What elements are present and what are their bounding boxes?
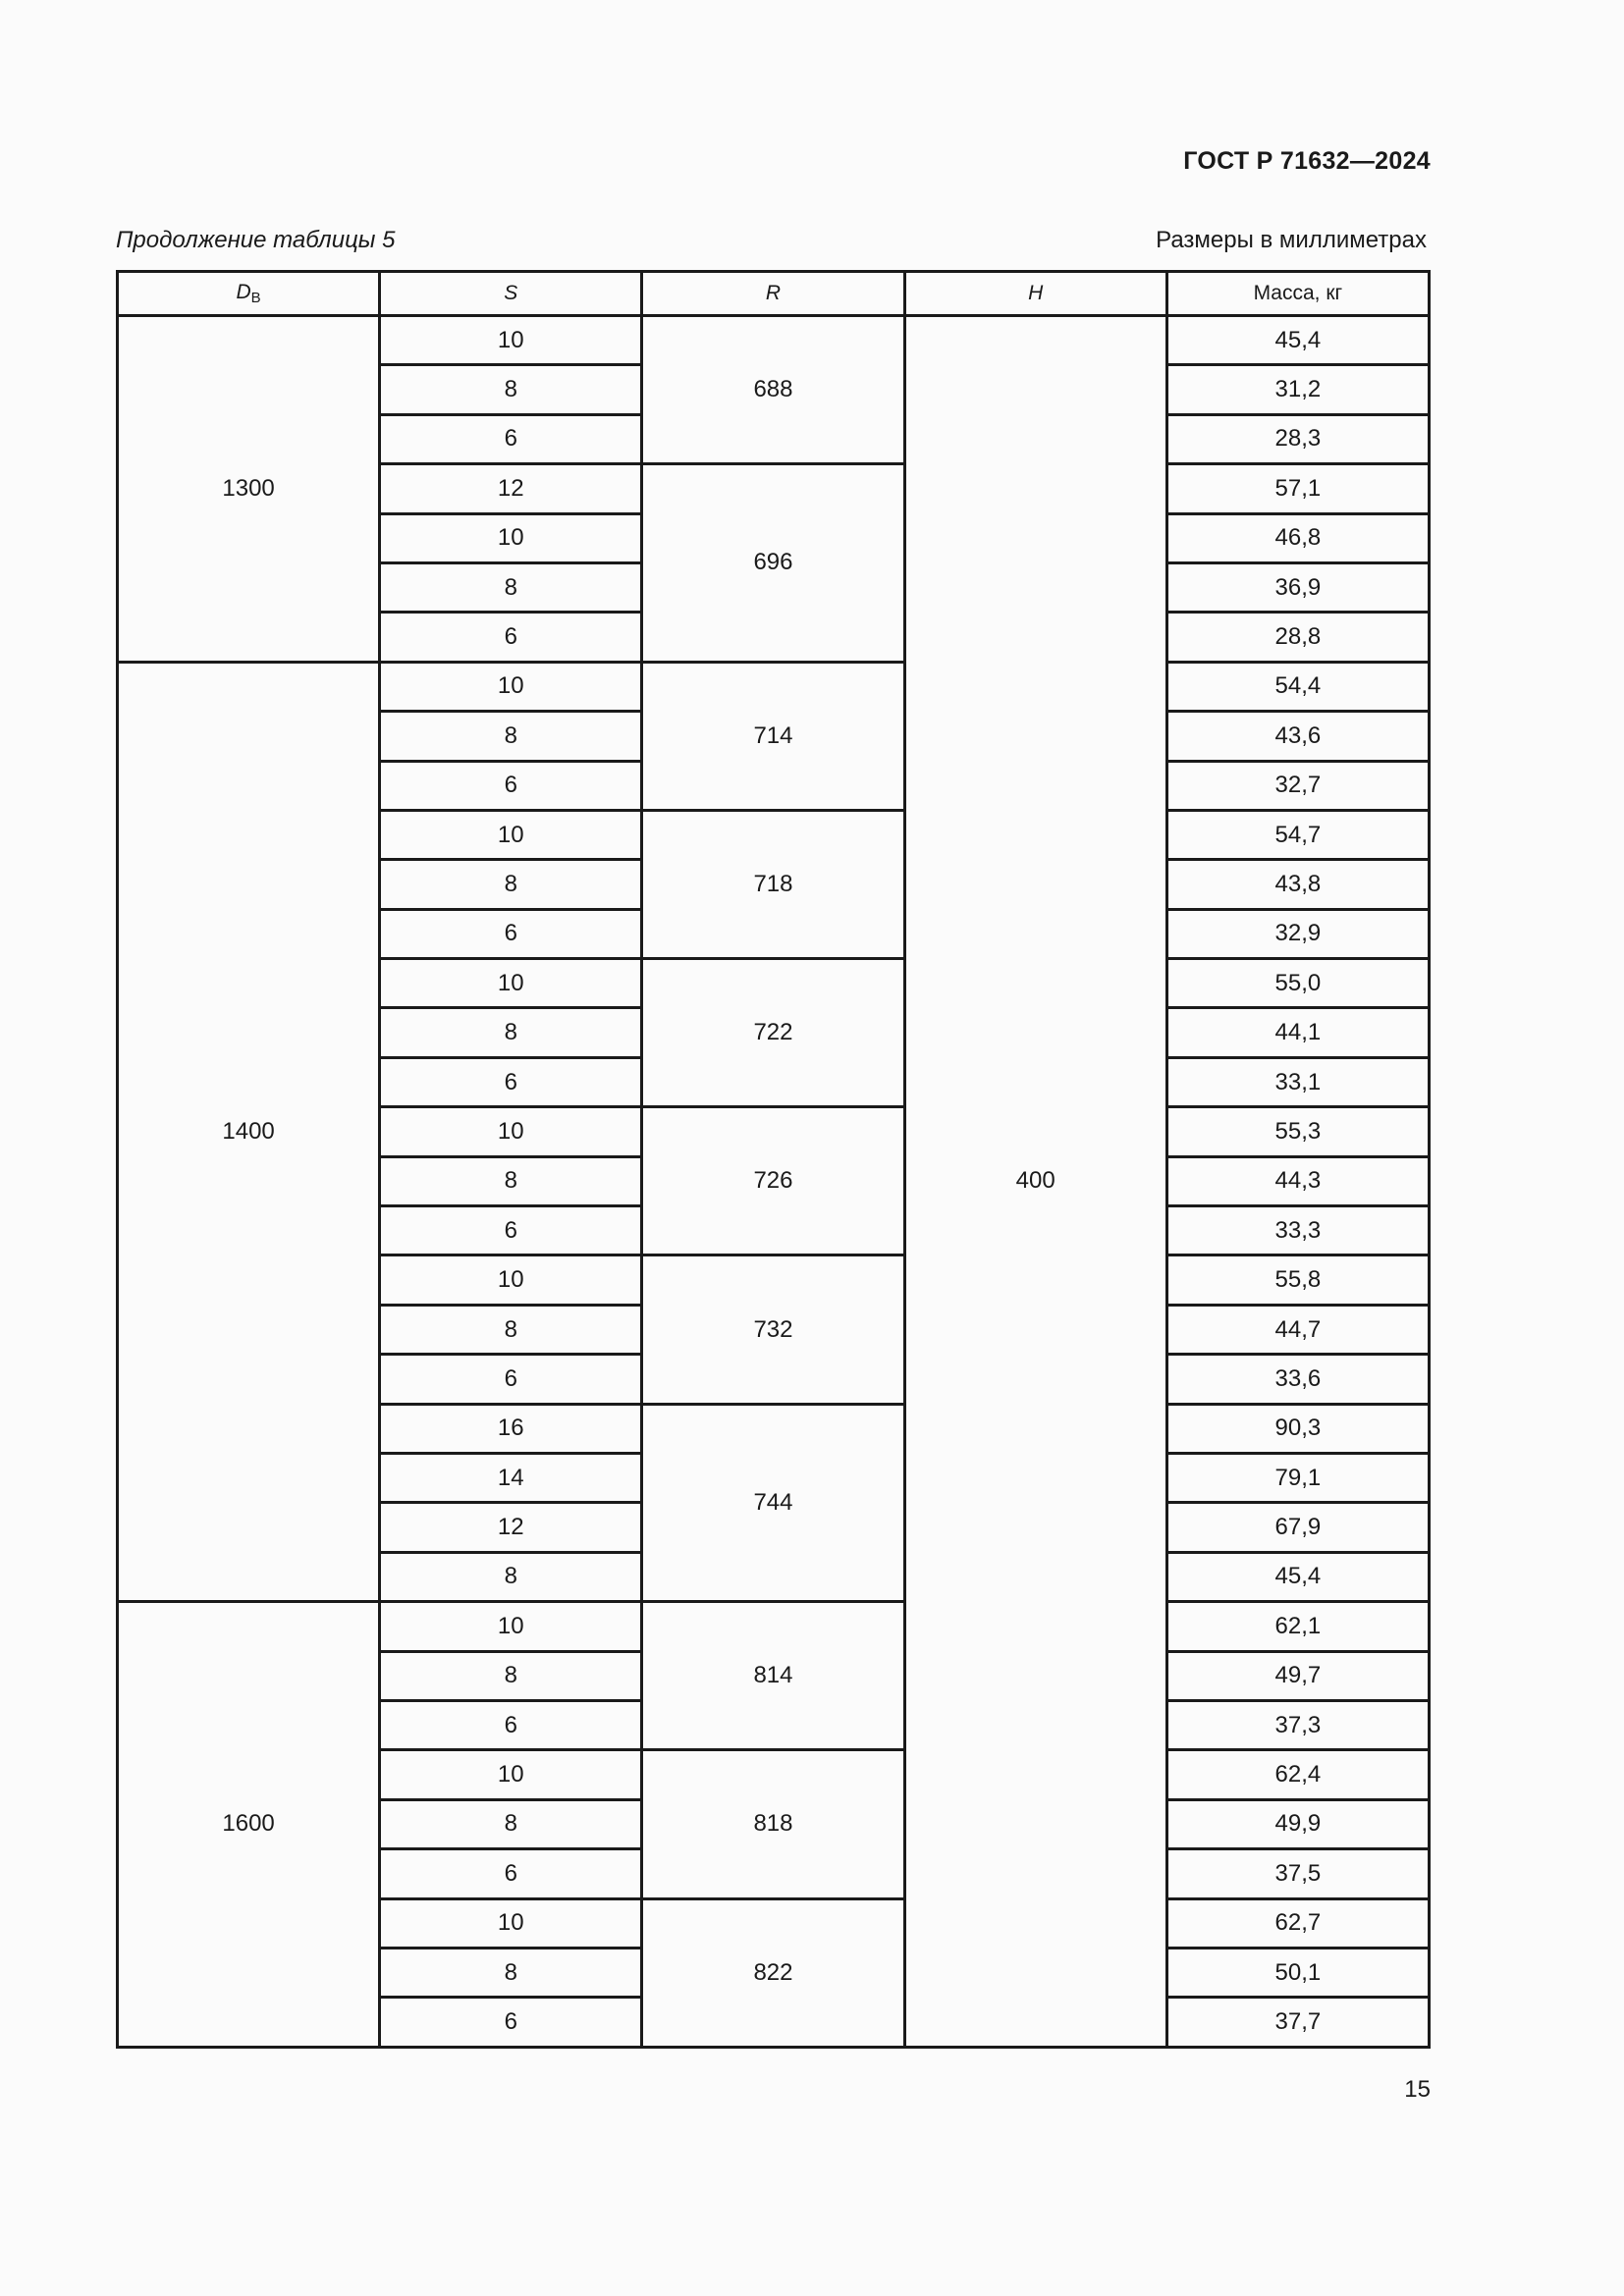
- dimensions-table-container: [116, 270, 1431, 2049]
- cell-s: 10: [381, 1603, 640, 1649]
- cell-s: 6: [381, 763, 640, 809]
- cell-mass: 45,4: [1168, 1554, 1428, 1600]
- cell-s: 10: [381, 1256, 640, 1303]
- cell-s: 10: [381, 812, 640, 858]
- cell-s: 6: [381, 1850, 640, 1896]
- cell-mass: 28,8: [1168, 614, 1428, 660]
- cell-mass: 62,7: [1168, 1900, 1428, 1947]
- cell-s: 8: [381, 1158, 640, 1204]
- cell-s: 8: [381, 861, 640, 907]
- cell-mass: 49,7: [1168, 1653, 1428, 1699]
- header-mass: Масса, кг: [1168, 273, 1428, 314]
- cell-mass: 32,7: [1168, 763, 1428, 809]
- table-body: [119, 317, 1428, 2046]
- cell-mass: 67,9: [1168, 1504, 1428, 1550]
- cell-s: 6: [381, 416, 640, 462]
- cell-r: 822: [643, 1900, 902, 2046]
- cell-mass: 55,8: [1168, 1256, 1428, 1303]
- cell-s: 8: [381, 1307, 640, 1353]
- table-row: [119, 1603, 1428, 1649]
- cell-r: 732: [643, 1256, 902, 1402]
- cell-s: 10: [381, 1751, 640, 1797]
- header-db-main: D: [236, 281, 251, 303]
- cell-s: 12: [381, 465, 640, 511]
- cell-mass: 33,3: [1168, 1207, 1428, 1254]
- cell-r: 696: [643, 465, 902, 661]
- cell-r: 726: [643, 1108, 902, 1254]
- cell-s: 6: [381, 614, 640, 660]
- cell-s: 16: [381, 1406, 640, 1452]
- cell-r: 744: [643, 1406, 902, 1601]
- header-s: S: [381, 273, 640, 314]
- cell-s: 10: [381, 515, 640, 561]
- cell-mass: 36,9: [1168, 564, 1428, 611]
- cell-mass: 33,6: [1168, 1356, 1428, 1402]
- cell-mass: 79,1: [1168, 1455, 1428, 1501]
- cell-db: 1400: [119, 664, 378, 1600]
- cell-mass: 33,1: [1168, 1059, 1428, 1105]
- cell-mass: 50,1: [1168, 1949, 1428, 1996]
- cell-mass: 54,7: [1168, 812, 1428, 858]
- table-row: [119, 664, 1428, 710]
- cell-s: 8: [381, 1554, 640, 1600]
- header-r: R: [643, 273, 902, 314]
- table-caption: Продолжение таблицы 5: [116, 227, 396, 253]
- cell-s: 10: [381, 317, 640, 363]
- cell-mass: 31,2: [1168, 366, 1428, 412]
- cell-s: 14: [381, 1455, 640, 1501]
- cell-mass: 44,7: [1168, 1307, 1428, 1353]
- table-row: [119, 317, 1428, 363]
- cell-mass: 37,7: [1168, 1999, 1428, 2045]
- cell-mass: 28,3: [1168, 416, 1428, 462]
- cell-db: 1600: [119, 1603, 378, 2046]
- cell-s: 12: [381, 1504, 640, 1550]
- cell-s: 10: [381, 960, 640, 1006]
- cell-mass: 62,4: [1168, 1751, 1428, 1797]
- cell-mass: 45,4: [1168, 317, 1428, 363]
- cell-s: 6: [381, 1356, 640, 1402]
- cell-s: 6: [381, 1702, 640, 1748]
- cell-mass: 57,1: [1168, 465, 1428, 511]
- cell-s: 10: [381, 1108, 640, 1154]
- cell-r: 688: [643, 317, 902, 462]
- cell-s: 8: [381, 366, 640, 412]
- cell-r: 718: [643, 812, 902, 957]
- header-db-sub: В: [250, 290, 261, 306]
- cell-mass: 90,3: [1168, 1406, 1428, 1452]
- page-number: 15: [1404, 2076, 1431, 2103]
- table-header-row: [119, 273, 1428, 314]
- cell-s: 8: [381, 1653, 640, 1699]
- cell-s: 8: [381, 1009, 640, 1055]
- cell-r: 818: [643, 1751, 902, 1896]
- cell-s: 10: [381, 1900, 640, 1947]
- cell-mass: 32,9: [1168, 911, 1428, 957]
- cell-db: 1300: [119, 317, 378, 661]
- cell-s: 8: [381, 1949, 640, 1996]
- cell-mass: 44,1: [1168, 1009, 1428, 1055]
- cell-r: 814: [643, 1603, 902, 1748]
- cell-s: 8: [381, 564, 640, 611]
- cell-mass: 44,3: [1168, 1158, 1428, 1204]
- cell-s: 10: [381, 664, 640, 710]
- cell-mass: 55,0: [1168, 960, 1428, 1006]
- cell-s: 6: [381, 1059, 640, 1105]
- cell-mass: 43,8: [1168, 861, 1428, 907]
- cell-mass: 49,9: [1168, 1801, 1428, 1847]
- cell-mass: 54,4: [1168, 664, 1428, 710]
- document-id: ГОСТ Р 71632—2024: [1183, 147, 1431, 175]
- cell-s: 8: [381, 713, 640, 759]
- cell-mass: 62,1: [1168, 1603, 1428, 1649]
- cell-mass: 37,3: [1168, 1702, 1428, 1748]
- cell-r: 714: [643, 664, 902, 809]
- cell-mass: 37,5: [1168, 1850, 1428, 1896]
- cell-mass: 46,8: [1168, 515, 1428, 561]
- cell-s: 6: [381, 1207, 640, 1254]
- dimensions-table: [116, 270, 1431, 2049]
- units-note: Размеры в миллиметрах: [1156, 227, 1427, 253]
- header-db: [119, 273, 378, 314]
- cell-r: 722: [643, 960, 902, 1105]
- cell-mass: 43,6: [1168, 713, 1428, 759]
- header-h: H: [906, 273, 1165, 314]
- cell-s: 8: [381, 1801, 640, 1847]
- cell-s: 6: [381, 911, 640, 957]
- cell-s: 6: [381, 1999, 640, 2045]
- cell-mass: 55,3: [1168, 1108, 1428, 1154]
- cell-h: 400: [906, 317, 1165, 2046]
